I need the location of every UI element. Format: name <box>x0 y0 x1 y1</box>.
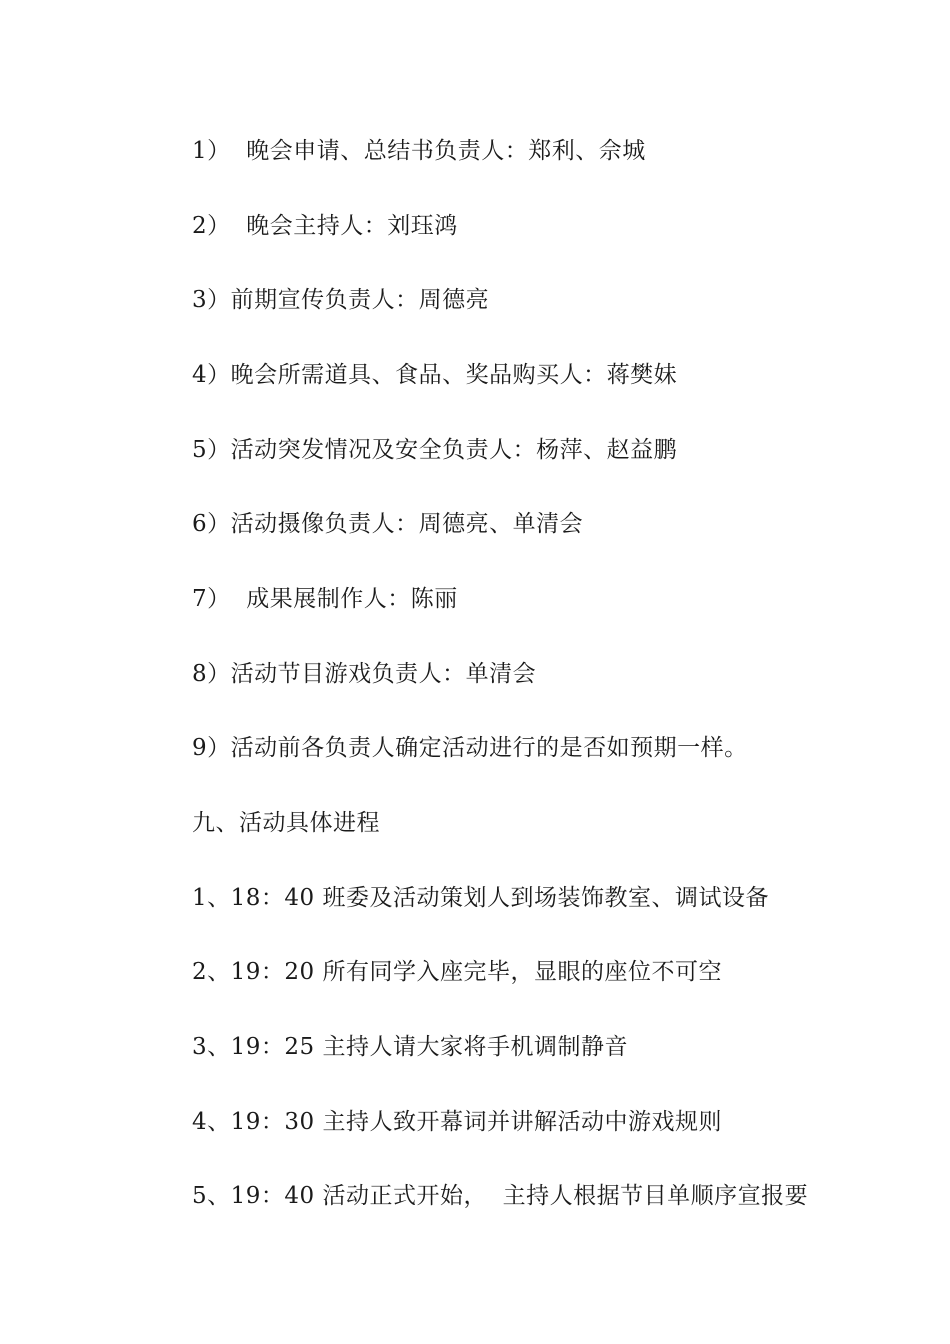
duty-item-2: 2） 晚会主持人：刘珏鸿 <box>192 213 458 239</box>
duty-item-5: 5）活动突发情况及安全负责人：杨萍、赵益鹏 <box>192 437 678 463</box>
duty-item-7: 7） 成果展制作人：陈丽 <box>192 586 458 612</box>
schedule-item-3: 3、19：25 主持人请大家将手机调制静音 <box>192 1034 628 1060</box>
schedule-item-4: 4、19：30 主持人致开幕词并讲解活动中游戏规则 <box>192 1109 722 1135</box>
schedule-item-5: 5、19：40 活动正式开始， 主持人根据节目单顺序宣报要 <box>192 1183 809 1209</box>
duty-item-8: 8）活动节目游戏负责人：单清会 <box>192 661 537 687</box>
section-heading: 九、活动具体进程 <box>192 810 380 836</box>
duty-item-3: 3）前期宣传负责人：周德亮 <box>192 287 490 313</box>
duty-item-4: 4）晚会所需道具、食品、奖品购买人：蒋樊妹 <box>192 362 678 388</box>
schedule-item-2: 2、19：20 所有同学入座完毕，显眼的座位不可空 <box>192 959 722 985</box>
schedule-item-1: 1、18：40 班委及活动策划人到场装饰教室、调试设备 <box>192 885 769 911</box>
duty-item-6: 6）活动摄像负责人：周德亮、单清会 <box>192 511 584 537</box>
duty-item-9: 9）活动前各负责人确定活动进行的是否如预期一样。 <box>192 735 748 761</box>
duty-item-1: 1） 晚会申请、总结书负责人：郑利、佘城 <box>192 138 646 164</box>
